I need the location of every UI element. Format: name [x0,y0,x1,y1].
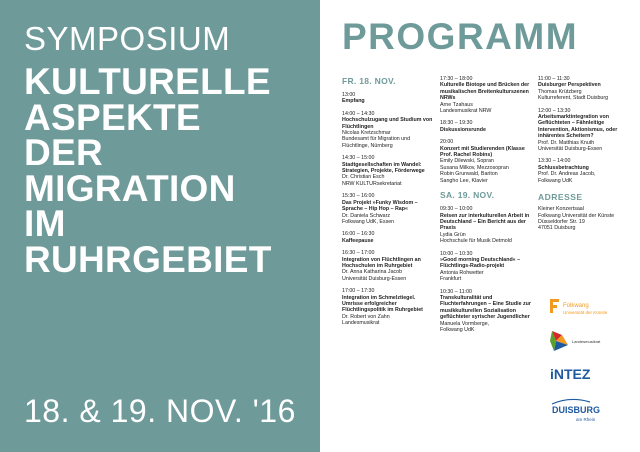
event-title: Stadtgesellschaften im Wandel: Strategien, Projekte, Förderwege [342,161,425,175]
event-time: 14:00 – 14:30 [342,110,375,117]
event-time: 13:30 – 14:00 [538,158,571,165]
title-line: DER [24,132,104,173]
svg-text:Folkwang: Folkwang [563,303,589,309]
event-time: 13:00 [342,92,356,98]
event-speaker: Prof. Dr. Andreas Jacob, Folkwang UdK [538,171,596,184]
event-speaker: Thomas Krützberg Kulturreferent, Stadt Duisburg [538,88,609,102]
program-event [342,250,436,282]
event-title: Hochschulzugang und Studium von Flüchtlingen [342,117,433,130]
event-title: Kaffeepause [342,237,374,244]
title-line: IM [24,203,66,244]
event-title: Transkulturalität und Fluchterfahrungen – Eine Studie zur musikkulturellen Sozialisation geflüchteter syrischer Jugendlicher [440,294,531,321]
intez-logo [550,366,600,382]
event-title: »Good morning Deutschland« – Flüchtlings-Radio-projekt [440,256,521,270]
event-time: 16:00 – 16:30 [342,231,375,238]
program-event [440,120,532,133]
svg-text:iNTEZ: iNTEZ [550,366,591,382]
event-time: 17:00 – 17:30 [342,288,375,295]
event-title: Konzert mit Studierenden (Klasse Prof. Rachel Robins) [440,145,525,159]
svg-text:Universität der Künste: Universität der Künste [563,310,608,315]
program-event [440,289,532,334]
program-event [440,251,532,283]
program-event [440,76,532,114]
event-title: Integration im Schmelztiegel. Umrisse erfolgreicher Flüchtlingspolitik im Ruhrgebiet [342,294,423,314]
event-title: Duisburger Perspektiven [538,82,601,89]
program-event [342,92,436,105]
event-speaker: Dr. Christian Esch NRW KULTURsekretariat [342,174,402,187]
svg-text:am Rhein: am Rhein [576,417,596,422]
program-event [342,231,436,244]
svg-text:DUISBURG: DUISBURG [552,405,601,415]
program-event [538,108,634,153]
event-speaker: Dr. Daniela Schwarz Folkwang UdK, Essen [342,212,395,225]
event-time: 18:30 – 19:30 [440,120,473,127]
program-event [440,139,532,184]
event-list [538,76,634,184]
event-time: 15:30 – 16:00 [342,193,375,200]
title-line: ASPEKTE [24,96,201,138]
symposium-heading: SYMPOSIUM [24,20,231,57]
event-time: 17:30 – 18:00 [440,76,473,82]
title-line: RUHRGEBIET [24,238,272,280]
landesmusikrat-logo [550,329,620,355]
event-title: Das Projekt »Funky Wisdom – Sprache – Hip Hop – Rap« [342,199,418,213]
event-title: Integration von Flüchtlingen an Hochschulen im Ruhrgebiet [342,256,421,269]
program-column-3 [538,76,634,232]
program-event [342,193,436,225]
address-heading: ADRESSE [538,192,583,203]
duisburg-logo [550,396,610,428]
program-title: PROGRAMM [342,16,579,57]
day-heading-fri: FR. 18. NOV. [342,76,396,86]
event-time: 14:30 – 15:00 [342,155,375,162]
program-event [342,288,436,326]
event-speaker: Nicolas Kretzschmar Bundesamt für Migration und Flüchtlinge, Nürnberg [342,130,411,149]
day-heading-sat: SA. 19. NOV. [440,190,495,201]
event-speaker: Dr. Robert von Zahn Landesmusikrat [342,313,390,327]
right-panel [320,0,640,452]
address-text: Kleiner Konzertsaal Folkwang Universität der Künste Düsseldorfer Str. 19 47051 Duisburg [538,206,615,232]
event-time: 12:00 – 13:30 [538,107,571,114]
program-event [538,76,634,102]
event-speaker: Lydia Grün Hochschule für Musik Detmold [440,231,512,245]
symposium-title [24,61,272,280]
event-time: 09:30 – 10:00 [440,206,473,213]
event-title: Kulturelle Biotope und Brücken der musikalischen Breitenkulturszenen NRWs [440,82,530,102]
event-title: Empfang [342,98,365,105]
event-time: 10:00 – 10:30 [440,250,473,257]
event-speaker: Manuela Vormberge, Folkwang UdK [440,320,490,333]
program-event [440,206,532,244]
program-event [342,155,436,187]
event-speaker: Dr. Anna Katharina Jacob Universität Duisburg-Essen [342,269,407,282]
event-speaker: Antonia Rohwetter Frankfurt [440,269,484,283]
event-speaker: Emily Dilewski, Sopran Susana Milkov, Mezzosopran Robin Grunwald, Bariton Sangho Lee, Klavier [440,158,509,184]
event-speaker: Arne Tzahaus Landesmusikrat NRW [440,101,492,115]
event-title: Reisen zur interkulturellen Arbeit in Deutschland – Ein Bericht aus der Praxis [440,212,530,232]
event-speaker: Prof. Dr. Matthias Knuth Universität Duisburg-Essen [538,139,603,153]
folkwang-logo [550,297,620,319]
event-time: 11:00 – 11:30 [538,76,570,82]
event-title: Schlussbetrachtung [538,164,589,171]
program-column-1 [342,76,436,333]
event-dates: 18. & 19. NOV. '16 [24,393,296,429]
event-list [440,206,532,333]
program-column-2 [440,76,532,339]
program-event [538,158,634,184]
event-time: 16:30 – 17:00 [342,250,375,257]
title-line: MIGRATION [24,167,236,209]
program-event [342,111,436,149]
event-list [440,76,532,184]
event-title: Diskussionsrunde [440,126,486,133]
event-time: 10:30 – 11:00 [440,288,473,295]
event-title: Arbeitsmarktintegration von Geflüchteten – Fähnleitige Intervention, Aktionismus, oder inhärentes Scheitern? [538,114,618,140]
event-list [342,92,436,327]
title-line: KULTURELLE [24,61,271,102]
svg-text:Landesmusikrat: Landesmusikrat [572,339,601,344]
event-time: 20:00 [440,139,454,146]
